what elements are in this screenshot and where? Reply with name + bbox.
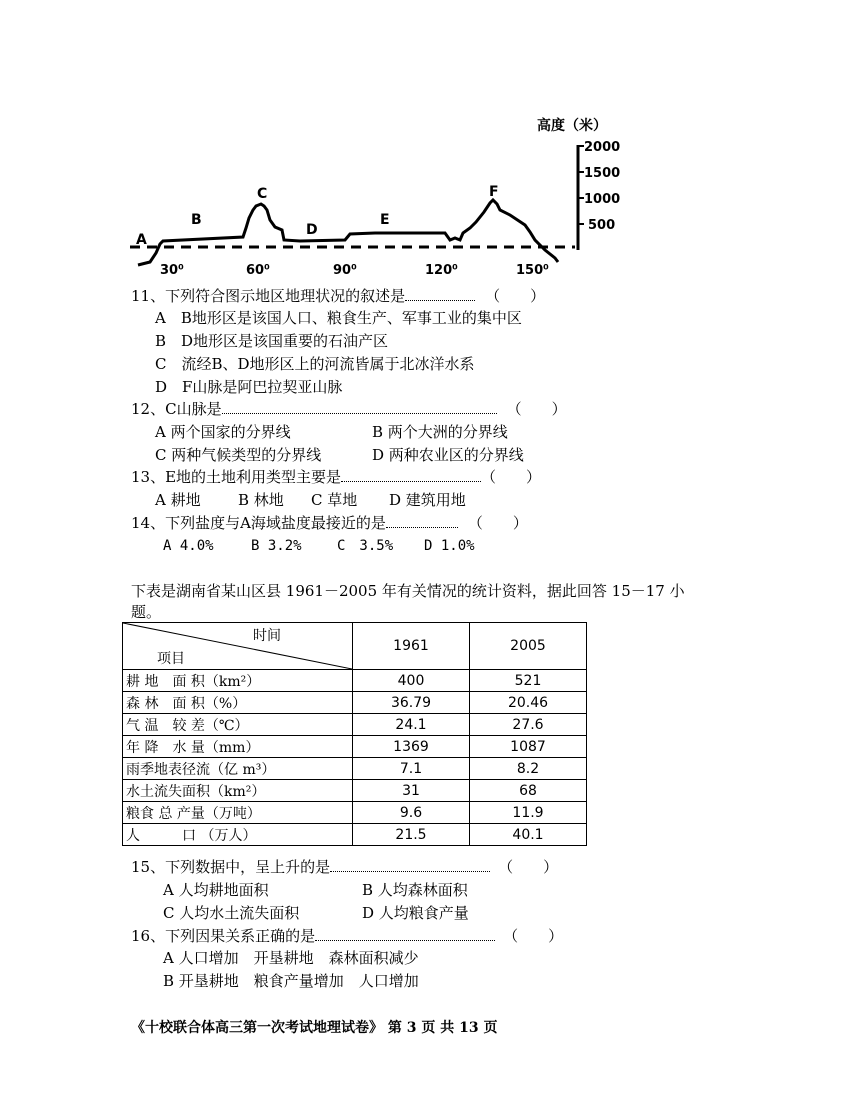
x-tick-label: 30⁰ [160,263,184,278]
option-b[interactable]: B 3.2% [251,538,302,554]
region-label-b: B [191,212,202,228]
option-d[interactable]: D 人均粮食产量 [362,904,469,922]
table-row [123,736,587,758]
header-year-2005: 2005 [470,623,587,670]
header-time: 时间 [253,628,281,644]
question-15 [131,856,558,878]
question-11 [131,285,545,307]
answer-blank[interactable]: （ ） [481,468,542,486]
option-c[interactable]: C 流经B、D地形区上的河流皆属于北冰洋水系 [155,355,475,373]
answer-blank[interactable]: （ ） [467,514,528,532]
page-footer: 《十校联合体高三第一次考试地理试卷》 第 3 页 共 13 页 [131,1020,498,1036]
row-label: 雨季地表径流（亿 m³） [123,758,353,780]
option-a[interactable]: A 人口增加 开垦耕地 森林面积减少 [163,949,419,967]
y-tick-label: 1000 [584,192,621,207]
question-13 [131,466,541,488]
cell-2005: 11.9 [470,802,587,824]
region-label-d: D [306,222,318,238]
question-stem: 15、下列数据中，呈上升的是 [131,858,331,876]
row-label: 人 口 （万人） [123,824,353,846]
terrain-curve [138,200,558,265]
x-tick-label: 150⁰ [516,263,549,278]
option-c[interactable]: C 3.5% [337,538,394,554]
region-label-a: A [136,232,147,248]
x-tick-label: 90⁰ [333,263,357,278]
option-c[interactable]: C 草地 [311,491,358,509]
question-stem: 11、下列符合图示地区地理状况的叙述是 [131,287,406,305]
cell-2005: 68 [470,780,587,802]
cell-2005: 20.46 [470,692,587,714]
table-row [123,714,587,736]
answer-blank[interactable]: （ ） [498,858,559,876]
option-a[interactable]: A B地形区是该国人口、粮食生产、军事工业的集中区 [155,309,522,327]
question-stem: 16、下列因果关系正确的是 [131,927,316,945]
cell-2005: 40.1 [470,824,587,846]
option-d[interactable]: D 两种农业区的分界线 [372,446,524,464]
answer-dots [405,286,475,301]
cell-1961: 24.1 [353,714,470,736]
row-label: 耕 地 面 积（km²） [123,670,353,692]
row-label: 水土流失面积（km²） [123,780,353,802]
row-label: 气 温 较 差（℃） [123,714,353,736]
cell-2005: 8.2 [470,758,587,780]
answer-dots [386,513,458,528]
table-row [123,692,587,714]
option-a[interactable]: A 4.0% [163,538,214,554]
question-12 [131,398,567,420]
answer-dots [222,399,497,414]
option-b[interactable]: B 人均森林面积 [362,881,468,899]
cell-2005: 27.6 [470,714,587,736]
question-stem: 14、下列盐度与A海域盐度最接近的是 [131,514,386,532]
table-row [123,824,587,846]
statistics-table [122,622,587,846]
option-d[interactable]: D 建筑用地 [389,491,466,509]
table-header-row [123,623,587,670]
option-c[interactable]: C 两种气候类型的分界线 [155,446,322,464]
option-c[interactable]: C 人均水土流失面积 [163,904,300,922]
cell-1961: 7.1 [353,758,470,780]
table-intro-line1: 下表是湖南省某山区县 1961－2005 年有关情况的统计资料，据此回答 15－17 小 [131,582,685,600]
region-label-f: F [489,184,499,200]
x-tick-label: 120⁰ [425,263,458,278]
table-row [123,758,587,780]
header-diagonal-cell [123,623,353,670]
table-row [123,780,587,802]
cell-1961: 21.5 [353,824,470,846]
question-16 [131,925,563,947]
x-tick-label: 60⁰ [246,263,270,278]
header-year-1961: 1961 [353,623,470,670]
cell-2005: 521 [470,670,587,692]
row-label: 年 降 水 量（mm） [123,736,353,758]
option-d[interactable]: D F山脉是阿巴拉契亚山脉 [155,378,343,396]
option-b[interactable]: B 两个大洲的分界线 [372,423,508,441]
cell-1961: 400 [353,670,470,692]
answer-blank[interactable]: （ ） [506,400,567,418]
y-tick-label: 500 [588,218,616,233]
option-b[interactable]: B 开垦耕地 粮食产量增加 人口增加 [163,972,419,990]
cell-1961: 31 [353,780,470,802]
option-d[interactable]: D 1.0% [424,538,475,554]
option-a[interactable]: A 耕地 [155,491,201,509]
answer-dots [341,467,481,482]
header-item: 项目 [157,651,185,667]
row-label: 粮食 总 产量（万吨） [123,802,353,824]
table-intro-line2: 题。 [131,603,162,621]
question-stem: 13、E地的土地利用类型主要是 [131,468,342,486]
y-tick-label: 1500 [584,166,621,181]
answer-blank[interactable]: （ ） [485,287,546,305]
cell-1961: 9.6 [353,802,470,824]
region-label-c: C [257,186,268,202]
terrain-profile [0,0,860,290]
option-b[interactable]: B D地形区是该国重要的石油产区 [155,332,389,350]
answer-blank[interactable]: （ ） [503,927,564,945]
cell-1961: 36.79 [353,692,470,714]
row-label: 森 林 面 积（%） [123,692,353,714]
y-tick-label: 2000 [584,140,621,155]
cell-1961: 1369 [353,736,470,758]
answer-dots [330,857,490,872]
question-stem: 12、C山脉是 [131,400,222,418]
option-b[interactable]: B 林地 [238,491,284,509]
option-a[interactable]: A 人均耕地面积 [163,881,269,899]
option-a[interactable]: A 两个国家的分界线 [155,423,291,441]
answer-dots [315,926,495,941]
y-axis-label: 高度（米） [537,118,607,134]
table-row [123,802,587,824]
table-row [123,670,587,692]
region-label-e: E [380,212,390,228]
question-14 [131,512,528,534]
cell-2005: 1087 [470,736,587,758]
